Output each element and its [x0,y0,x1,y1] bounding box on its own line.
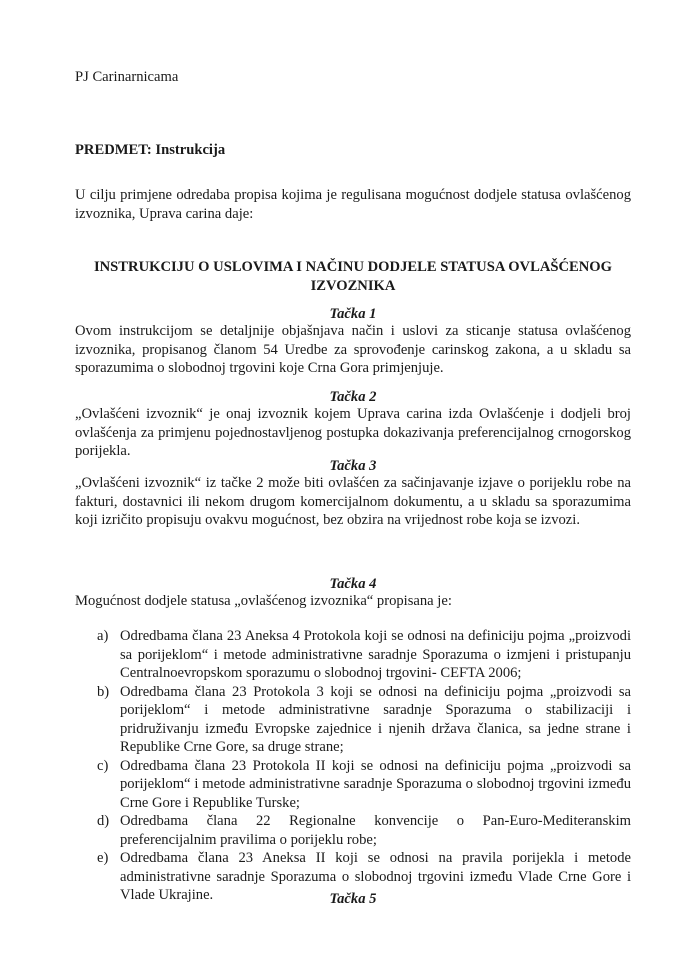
list-item-text: Odredbama člana 22 Regionalne konvencije o Pan-Euro-Mediteranskim preferencijalnim pravilima o porijeklu robe; [120,813,631,848]
article-list [75,627,631,905]
section-text-4: Mogućnost dodjele statusa „ovlašćenog izvoznika“ propisana je: [75,593,452,609]
list-marker: d) [97,813,110,829]
subject: PREDMET: Instrukcija [75,142,226,158]
intro-paragraph: U cilju primjene odredaba propisa kojima je regulisana mogućnost dodjele statusa ovlašćenog izvoznika, Uprava carina daje: [75,187,631,222]
list-item [75,812,631,849]
document-title: INSTRUKCIJU O USLOVIMA I NAČINU DODJELE STATUSA OVLAŠĆENOG IZVOZNIKA [93,259,613,294]
list-item-text: Odredbama člana 23 Protokola 3 koji se odnosi na definiciju pojma „proizvodi sa porijeklom“ i metode administrativne saradnje Sporazuma o stabilizaciji i pridruživanju između Evropske zajednice i njenih država članica, sa jedne strane i Republike Crne Gore, sa druge strane; [120,683,631,755]
list-item [75,627,631,683]
list-marker: c) [97,757,109,774]
section-heading-4: Tačka 4 [329,576,377,592]
list-marker: a) [97,628,109,644]
section-text-3: „Ovlašćeni izvoznik“ iz tačke 2 može biti ovlašćen za sačinjavanje izjave o porijeklu robe na fakturi, dostavnici ili nekom drugom komercijalnom dokumentu, a u skladu sa sporazumima koji izričito propisuju ovakvu mogućnost, bez obzira na vrijednost robe koja se izvozi. [75,475,631,528]
section-heading-1: Tačka 1 [329,306,377,322]
list-item-text: Odredbama člana 23 Aneksa II koji se odnosi na pravila porijekla i metode administrativne saradnje Sporazuma o slobodnoj trgovini između Vlade Crne Gore i Vlade Ukrajine. [120,850,631,903]
list-marker: b) [97,683,110,700]
list-item-text: Odredbama člana 23 Protokola II koji se odnosi na definiciju pojma „proizvodi sa porijeklom“ i metode administrativne saradnje Sporazuma o slobodnoj trgovini između Crne Gore i Republike Turske; [120,757,631,811]
section-heading-3: Tačka 3 [329,458,377,474]
section-text-1: Ovom instrukcijom se detaljnije objašnjava način i uslovi za sticanje statusa ovlašćenog izvoznika, propisanog članom 54 Uredbe za sprovođenje carinskog zakona, a u skladu sa sporazumima o slobodnoj trgovini koje Crna Gora primjenjuje. [75,323,631,376]
list-item-text: Odredbama člana 23 Aneksa 4 Protokola koji se odnosi na definiciju pojma „proizvodi sa porijeklom“ i metode administrativne saradnje Sporazuma o izmjeni i pristupanju Centralnoevropskom sporazumu o slobodnoj trgovini- CEFTA 2006; [120,628,631,681]
section-heading-5: Tačka 5 [329,891,377,907]
section-text-2: „Ovlašćeni izvoznik“ je onaj izvoznik kojem Uprava carina izda Ovlašćenje i dodjeli broj ovlašćenja za primjenu pojednostavljenog postupka dokazivanja preferencijalnog crnogorskog porijekla. [75,406,631,459]
list-item [75,757,631,813]
section-heading-2: Tačka 2 [329,389,377,405]
list-item [75,683,631,757]
recipient: PJ Carinarnicama [75,69,179,85]
list-marker: e) [97,850,109,866]
